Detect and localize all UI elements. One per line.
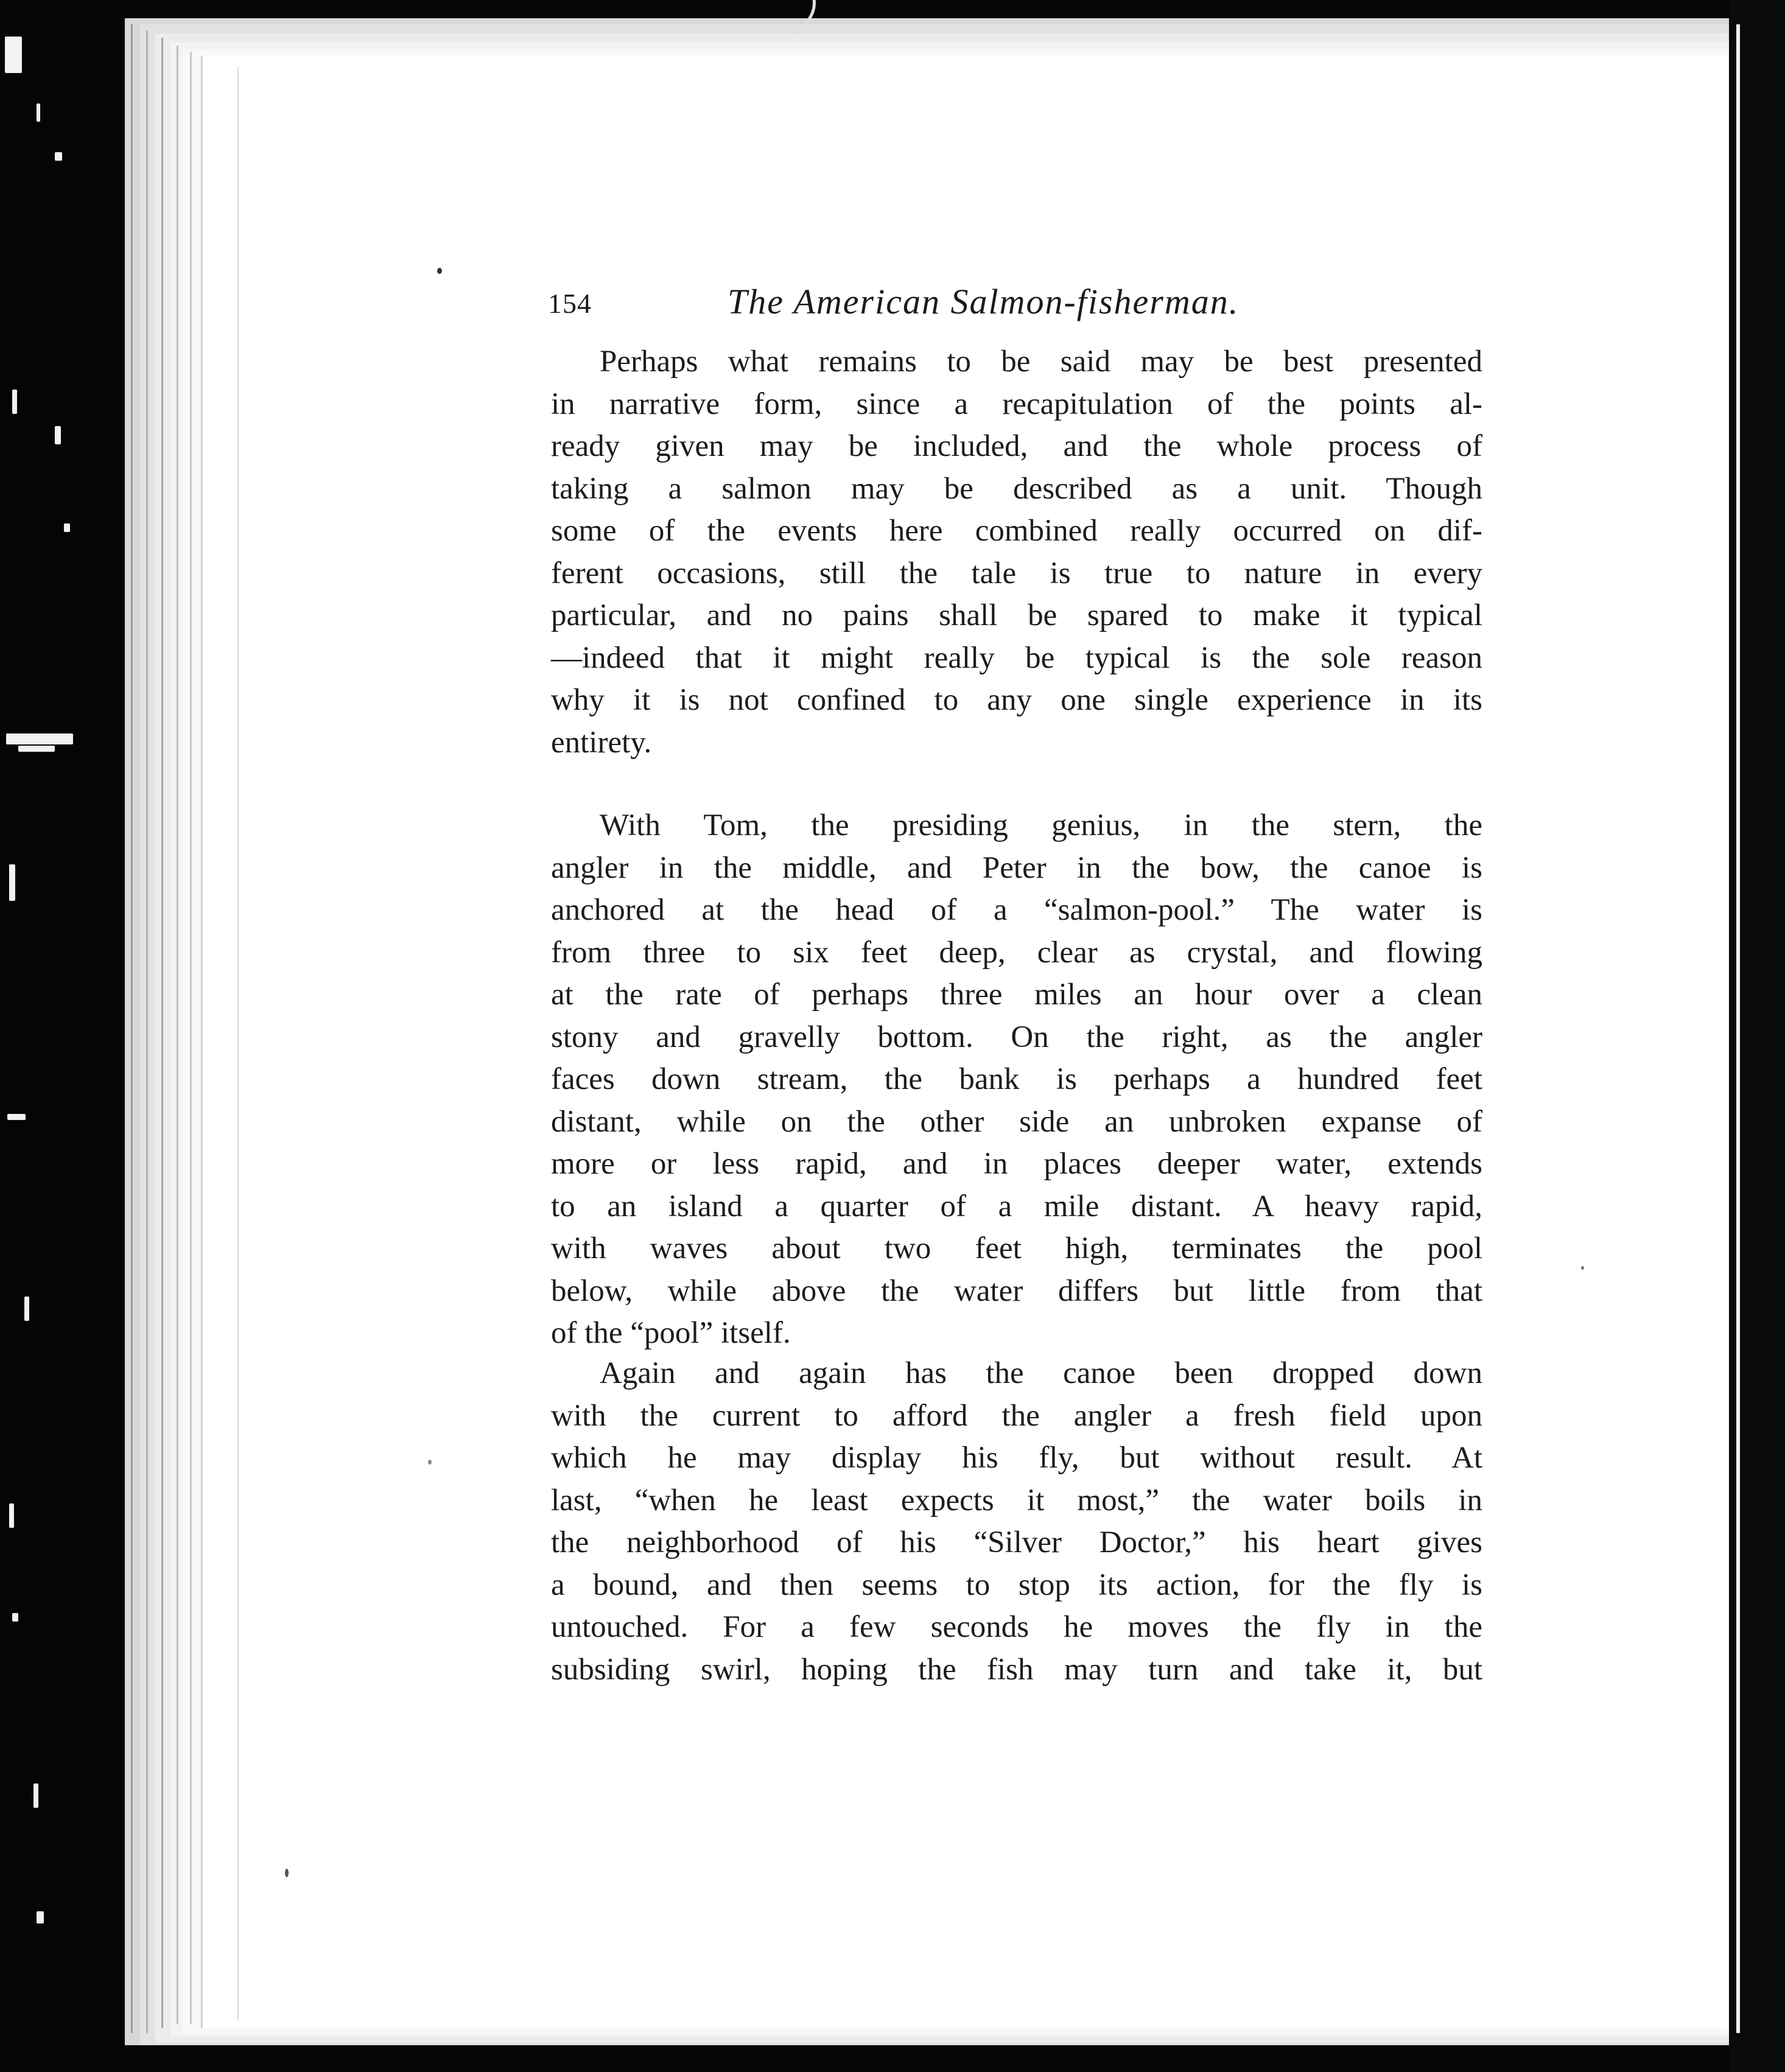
scan-speck [24,1297,29,1321]
text-line: last, “when he least expects it most,” the water boils in [551,1483,1482,1517]
page-header [548,281,1303,330]
text-line: more or less rapid, and in places deeper water, extends [551,1147,1482,1181]
text-line: entirety. [551,725,652,760]
text-line: a bound, and then seems to stop its action, for the fly is [551,1567,1482,1602]
text-line: subsiding swirl, hoping the fish may turn and take it, but [551,1652,1482,1687]
text-line: angler in the middle, and Peter in the bow, the canoe is [551,850,1482,885]
scan-speck [55,426,61,444]
text-line: ferent occasions, still the tale is true to nature in every [551,556,1482,590]
text-line: untouched. For a few seconds he moves the fly in the [551,1610,1482,1644]
scan-speck [6,733,73,744]
scan-speck [285,1869,289,1877]
paragraph-3 [551,1353,1482,1691]
scan-speck [7,1114,26,1120]
page-edge-line [131,24,133,2033]
scan-speck [55,152,62,161]
scan-speck [437,268,442,274]
next-page-edge [1736,24,1740,2033]
text-line: Again and again has the canoe been dropped down [600,1356,1482,1390]
scan-speck [12,1613,18,1622]
page-number: 154 [548,288,592,319]
text-line: below, while above the water differs but little from that [551,1273,1482,1308]
page-edge-line [177,46,178,2024]
paragraph-2 [551,805,1482,1355]
text-line: the neighborhood of his “Silver Doctor,” his heart gives [551,1525,1482,1559]
text-line: with waves about two feet high, terminates the pool [551,1231,1482,1265]
text-line: some of the events here combined really occurred on dif- [551,514,1482,548]
text-line: from three to six feet deep, clear as crystal, and flowing [551,935,1482,970]
scan-speck [9,1503,14,1528]
text-line: why it is not confined to any one single experience in its [551,683,1482,717]
text-line: With Tom, the presiding genius, in the stern, the [600,808,1482,842]
page-margin-line [237,67,239,2021]
page-edge-line [146,30,148,2033]
text-line: faces down stream, the bank is perhaps a hundred feet [551,1062,1482,1096]
text-line: particular, and no pains shall be spared to make it typical [551,598,1482,632]
running-title: The American Salmon-fisherman. [728,282,1240,321]
scan-speck [64,523,70,532]
scan-speck [33,1783,38,1808]
text-line: anchored at the head of a “salmon-pool.” The water is [551,893,1482,927]
text-line: in narrative form, since a recapitulation of the points al- [551,387,1482,421]
text-line: with the current to afford the angler a fresh field upon [551,1398,1482,1433]
scan-speck [5,37,22,73]
text-line: at the rate of perhaps three miles an hour over a clean [551,978,1482,1012]
text-line: taking a salmon may be described as a unit. Though [551,471,1482,506]
scan-speck [9,864,15,901]
text-line: to an island a quarter of a mile distant. A heavy rapid, [551,1189,1482,1223]
page-edge-line [190,52,192,2024]
scan-speck [37,1911,44,1923]
text-line: distant, while on the other side an unbroken expanse of [551,1104,1482,1139]
page-edge-line [161,38,163,2028]
text-line: of the “pool” itself. [551,1316,791,1350]
paragraph-1 [551,341,1482,764]
text-line: ready given may be included, and the whole process of [551,429,1482,463]
scan-speck [428,1460,432,1465]
scan-speck [12,390,17,414]
scan-speck [37,103,40,122]
text-line: which he may display his fly, but without result. At [551,1441,1482,1475]
scan-speck [18,746,55,752]
text-line: —indeed that it might really be typical is the sole reason [551,640,1482,675]
text-line: stony and gravelly bottom. On the right, as the angler [551,1020,1482,1054]
scan-speck [1581,1266,1584,1270]
text-line: Perhaps what remains to be said may be best presented [600,345,1482,379]
